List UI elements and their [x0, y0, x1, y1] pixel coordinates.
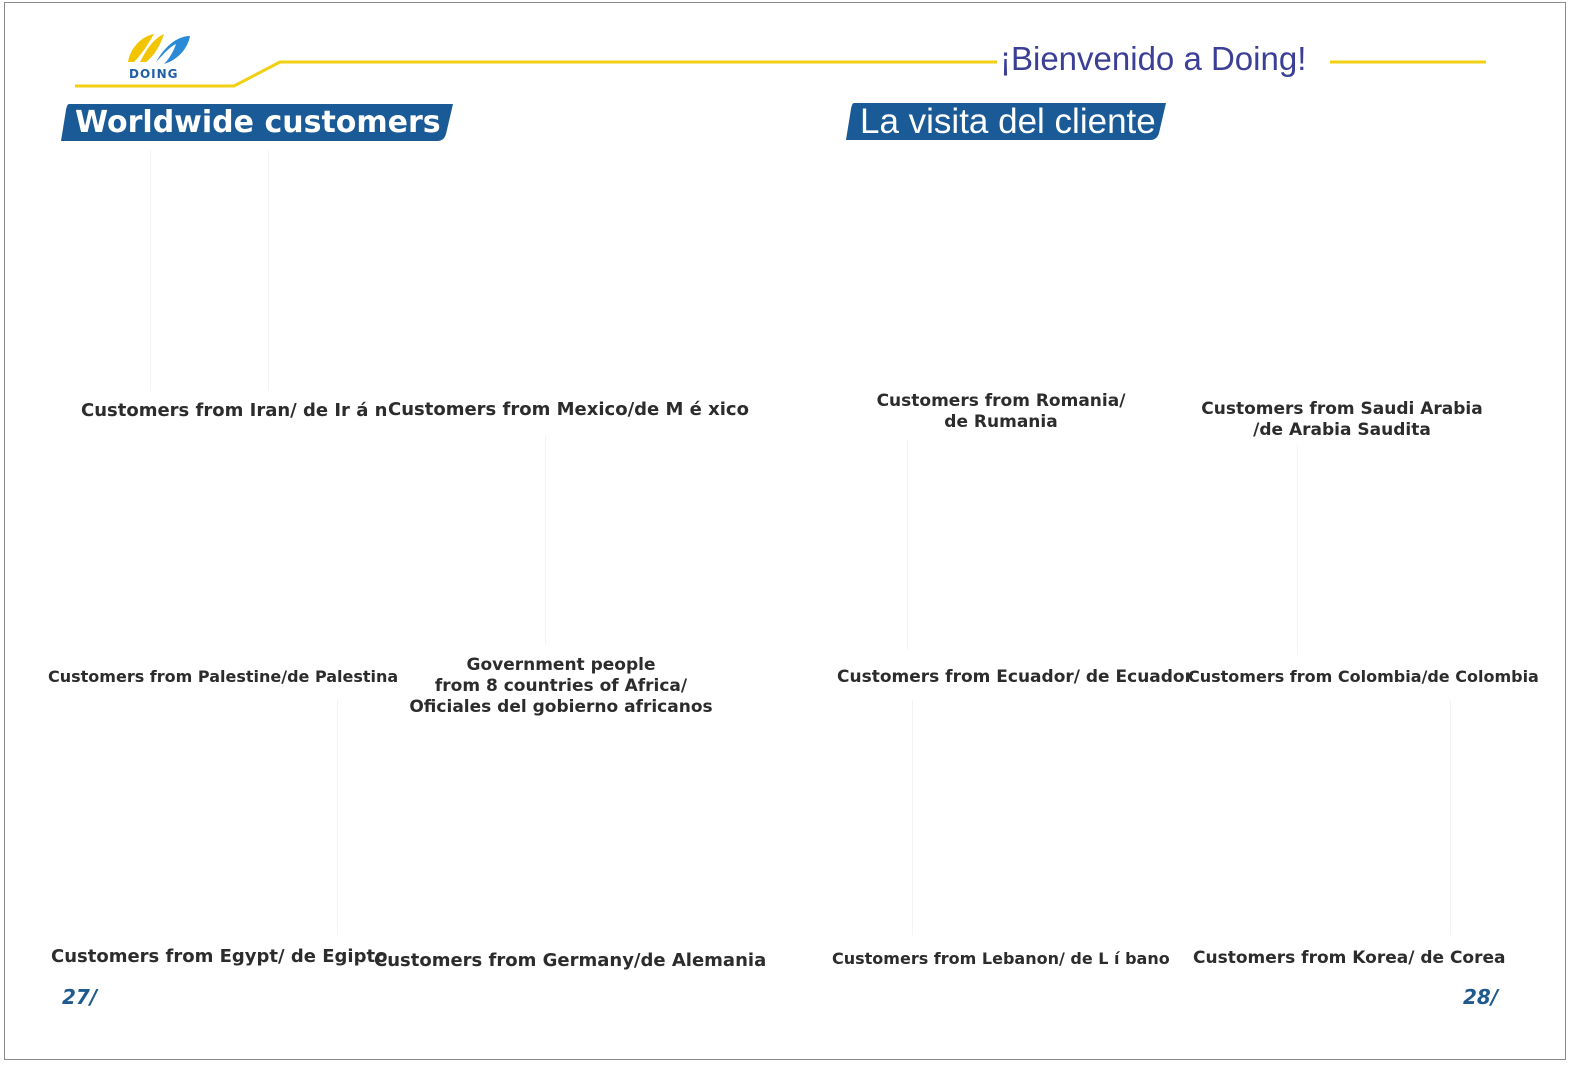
left-page-banner [61, 104, 453, 141]
logo-text: DOING [129, 67, 179, 81]
photo-separator [150, 150, 151, 390]
caption-saudi-arabia: Customers from Saudi Arabia /de Arabia Saudita [1201, 399, 1483, 440]
right-page-title: La visita del cliente [860, 102, 1156, 141]
caption-colombia: Customers from Colombia/de Colombia [1188, 667, 1539, 686]
photo-separator [907, 440, 908, 650]
caption-lebanon: Customers from Lebanon/ de L í bano [832, 949, 1170, 968]
caption-romania: Customers from Romania/ de Rumania [876, 391, 1126, 432]
photo-separator [912, 700, 913, 935]
brochure-page-frame [4, 2, 1566, 1060]
left-page-number: 27/ [62, 985, 98, 1009]
caption-egypt: Customers from Egypt/ de Egipto [51, 946, 388, 967]
caption-palestine: Customers from Palestine/de Palestina [48, 667, 399, 686]
photo-separator [268, 150, 269, 390]
photo-separator [337, 700, 338, 935]
left-page-title: Worldwide customers [75, 105, 441, 140]
right-page-number: 28/ [1463, 985, 1499, 1009]
photo-separator [1297, 445, 1298, 655]
header-decoration-lines [0, 0, 1592, 120]
photo-separator [1450, 700, 1451, 935]
right-page-banner [846, 103, 1166, 140]
caption-ecuador: Customers from Ecuador/ de Ecuador [837, 667, 1193, 687]
header-left-line [75, 62, 997, 86]
welcome-title: ¡Bienvenido a Doing! [1000, 40, 1307, 77]
caption-africa: Government people from 8 countries of Africa/ Oficiales del gobierno africanos [409, 655, 713, 717]
caption-mexico: Customers from Mexico/de M é xico [388, 399, 749, 420]
photo-separator [545, 435, 546, 645]
caption-iran: Customers from Iran/ de Ir á n [81, 400, 388, 421]
caption-germany: Customers from Germany/de Alemania [374, 950, 767, 971]
caption-korea: Customers from Korea/ de Corea [1193, 948, 1506, 968]
